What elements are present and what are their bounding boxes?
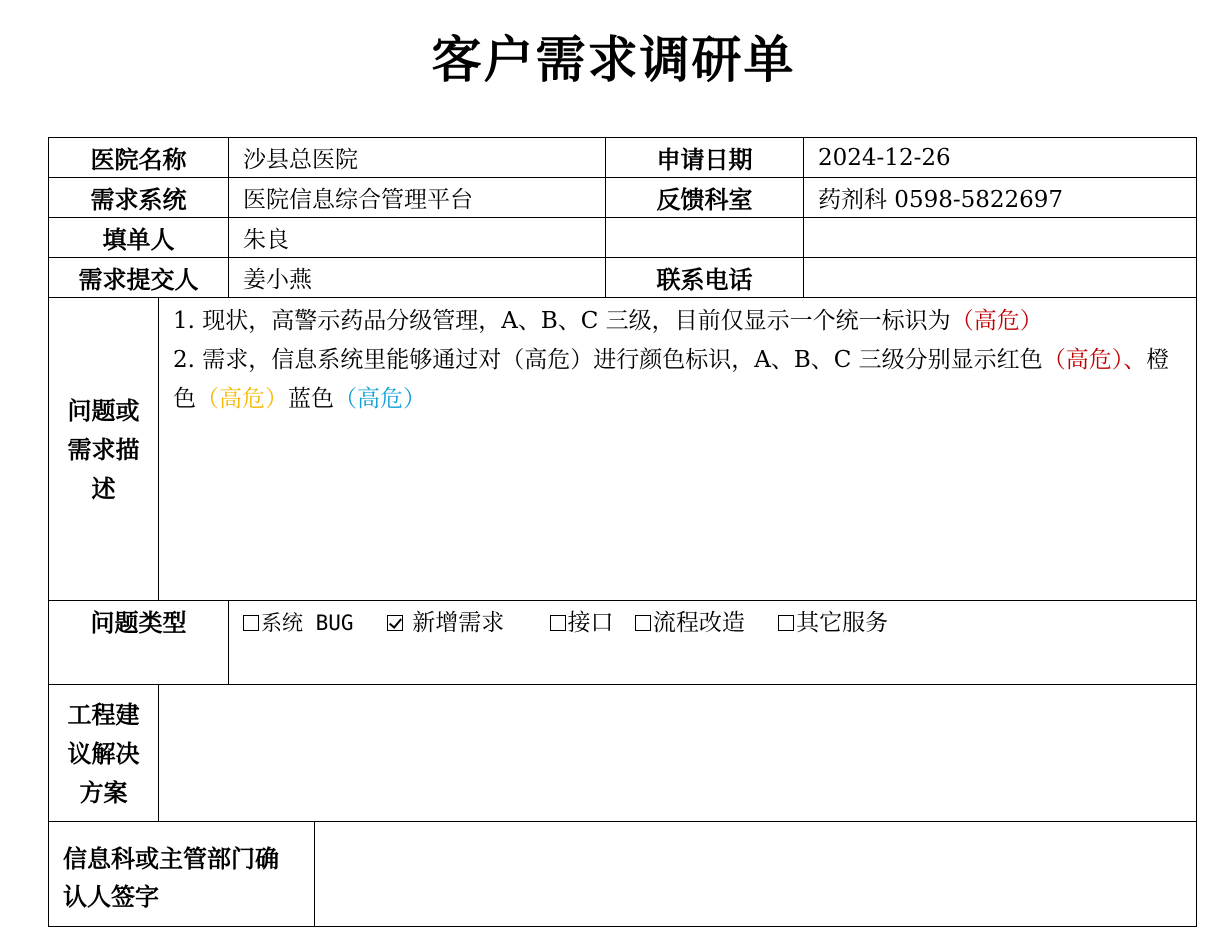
phone-label: 联系电话: [605, 257, 804, 298]
suggestion-label: [48, 684, 159, 822]
date-value[interactable]: 2024-12-26: [803, 137, 1197, 178]
option-system-bug[interactable]: 系统 BUG: [243, 606, 354, 640]
filler-label: 填单人: [48, 217, 229, 258]
problem-type-options: [228, 600, 1197, 685]
description-label-line1: 问题或: [67, 395, 140, 425]
checkbox-system-bug[interactable]: [243, 615, 259, 631]
submitter-value[interactable]: 姜小燕: [228, 257, 606, 298]
dept-label: 反馈科室: [605, 177, 804, 218]
option-process-reform[interactable]: 流程改造: [635, 606, 745, 640]
suggestion-value[interactable]: [158, 684, 1197, 822]
checkbox-other-service[interactable]: [778, 615, 794, 631]
page-title: 客户需求调研单: [431, 30, 796, 89]
submitter-label: 需求提交人: [48, 257, 229, 298]
problem-type-label: 问题类型: [90, 608, 187, 637]
filler-value[interactable]: 朱良: [228, 217, 606, 258]
empty-cell-label: [605, 217, 804, 258]
checkbox-new-requirement[interactable]: [387, 615, 403, 631]
description-content[interactable]: [158, 297, 1197, 601]
checkbox-process-reform[interactable]: [635, 615, 651, 631]
description-label: [48, 297, 159, 601]
hospital-label: 医院名称: [48, 137, 229, 178]
confirm-label-line2: 认人签字: [63, 882, 159, 911]
suggestion-label-line3: 方案: [79, 777, 128, 807]
hospital-value[interactable]: 沙县总医院: [228, 137, 606, 178]
system-label: 需求系统: [48, 177, 229, 218]
dept-value[interactable]: 药剂科 0598-5822697: [803, 177, 1197, 218]
option-interface[interactable]: 接口: [550, 606, 614, 640]
description-label-line3: 述: [91, 473, 116, 503]
empty-cell-value[interactable]: [803, 217, 1197, 258]
suggestion-label-line2: 议解决: [67, 738, 140, 768]
problem-type-label-cell: [48, 600, 229, 685]
option-new-requirement[interactable]: 新增需求: [387, 606, 504, 640]
description-item-1: 1. 现状，高警示药品分级管理，A、B、C 三级，目前仅显示一个统一标识为（高危）: [173, 308, 1043, 334]
description-item-2: 2. 需求，信息系统里能够通过对（高危）进行颜色标识，A、B、C 三级分别显示红色（高危）、橙色（高危）蓝色（高危）: [173, 347, 1170, 412]
suggestion-label-line1: 工程建: [67, 699, 140, 729]
phone-value[interactable]: [803, 257, 1197, 298]
option-other-service[interactable]: 其它服务: [778, 606, 888, 640]
checkbox-interface[interactable]: [550, 615, 566, 631]
system-value[interactable]: 医院信息综合管理平台: [228, 177, 606, 218]
description-label-line2: 需求描: [67, 434, 140, 464]
confirm-label-line1: 信息科或主管部门确: [63, 844, 279, 873]
date-label: 申请日期: [605, 137, 804, 178]
confirm-signature[interactable]: [314, 821, 1197, 927]
confirm-label: [48, 821, 315, 927]
